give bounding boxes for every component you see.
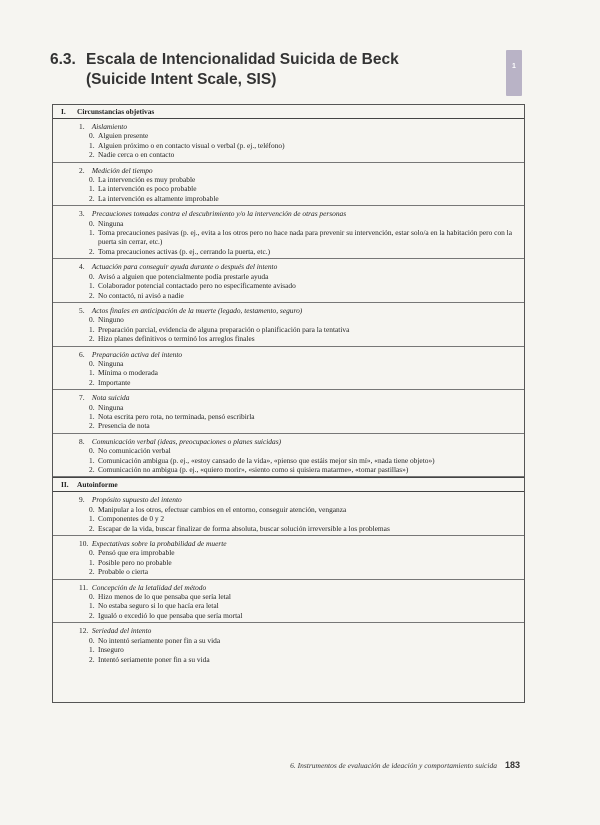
item-number: 10. <box>79 539 89 549</box>
option-score: 2. <box>89 246 95 256</box>
option-score: 1. <box>89 601 95 611</box>
page-number: 183 <box>504 760 520 770</box>
item-title-text: Actuación para conseguir ayuda durante o después del intento <box>91 262 278 272</box>
option-score: 0. <box>89 446 95 456</box>
option-text: Presencia de nota <box>98 421 150 431</box>
chapter-side-tab <box>506 50 522 96</box>
option-score: 0. <box>89 358 95 368</box>
section-items <box>53 492 524 666</box>
item-title <box>53 626 524 635</box>
section-title: Autoinforme <box>77 480 118 490</box>
title-line-1: Escala de Intencionalidad Suicida de Beck <box>86 51 399 68</box>
option-text: Alguien próximo o en contacto visual o verbal (p. ej., teléfono) <box>98 140 285 150</box>
item-option <box>53 368 524 377</box>
option-text: Hizo planes definitivos o terminó los arreglos finales <box>98 334 255 344</box>
scale-item <box>53 347 524 391</box>
option-score: 2. <box>89 421 95 431</box>
page-footer <box>290 760 520 770</box>
option-score: 0. <box>89 218 95 228</box>
option-score: 2. <box>89 150 95 160</box>
item-title-text: Medición del tiempo <box>91 165 153 175</box>
scale-item <box>53 390 524 434</box>
option-text: Ninguna <box>98 402 124 412</box>
section-heading <box>53 105 524 119</box>
scale-item <box>53 259 524 303</box>
option-text: La intervención es muy probable <box>98 175 196 185</box>
option-text: Pensó que era improbable <box>98 548 175 558</box>
item-option <box>53 456 524 465</box>
chapter-tab-label: 1 <box>512 63 516 70</box>
option-score: 0. <box>89 175 95 185</box>
item-title <box>53 393 524 402</box>
option-text: La intervención es altamente improbable <box>98 193 219 203</box>
footer-chapter-text: 6. Instrumentos de evaluación de ideación y comportamiento suicida <box>290 761 497 770</box>
scale-item <box>53 303 524 347</box>
option-text: La intervención es poco probable <box>98 184 197 194</box>
item-option <box>53 548 524 557</box>
option-score: 1. <box>89 281 95 291</box>
option-score: 1. <box>89 514 95 524</box>
item-number: 1. <box>79 122 85 131</box>
scale-item <box>53 119 524 163</box>
item-option <box>53 558 524 567</box>
option-score: 1. <box>89 645 95 655</box>
option-score: 2. <box>89 523 95 533</box>
section-roman: II. <box>61 480 69 490</box>
item-option <box>53 378 524 387</box>
option-score: 1. <box>89 368 95 378</box>
option-text: No intentó seriamente poner fin a su vida <box>98 635 221 645</box>
option-score: 0. <box>89 548 95 558</box>
option-text: Ninguna <box>98 218 124 228</box>
item-number: 6. <box>79 349 85 359</box>
option-text: Toma precauciones pasivas (p. ej., evita a los otros pero no hace nada para prevenir su intervención, estar solo/a en la habitación pero con la puerta sin cerrar, etc.) <box>98 228 513 247</box>
option-score: 0. <box>89 635 95 645</box>
item-title-text: Precauciones tomadas contra el descubrimiento y/o la intervención de otras personas <box>91 209 347 219</box>
option-text: Importante <box>98 377 131 387</box>
item-option <box>53 505 524 514</box>
option-text: Colaborador potencial contactado pero no específicamente avisado <box>98 281 296 291</box>
item-option <box>53 141 524 150</box>
option-score: 0. <box>89 131 95 141</box>
item-title <box>53 306 524 315</box>
item-option <box>53 315 524 324</box>
item-title <box>53 122 524 131</box>
option-score: 1. <box>89 140 95 150</box>
item-option <box>53 194 524 203</box>
item-option <box>53 421 524 430</box>
option-score: 1. <box>89 324 95 334</box>
item-title <box>53 539 524 548</box>
item-number: 9. <box>79 495 85 505</box>
item-title-text: Preparación activa del intento <box>91 349 183 359</box>
option-text: Intentó seriamente poner fin a su vida <box>98 654 210 664</box>
item-option <box>53 291 524 300</box>
item-title <box>53 437 524 446</box>
item-option <box>53 228 524 247</box>
item-option <box>53 325 524 334</box>
title-number: 6.3. <box>50 51 76 68</box>
section-items <box>53 119 524 477</box>
section-heading <box>53 477 524 492</box>
option-score: 2. <box>89 193 95 203</box>
option-score: 0. <box>89 402 95 412</box>
item-option <box>53 465 524 474</box>
option-score: 0. <box>89 271 95 281</box>
option-score: 2. <box>89 334 95 344</box>
item-option <box>53 334 524 343</box>
option-score: 0. <box>89 504 95 514</box>
scale-item <box>53 623 524 666</box>
option-text: Avisó a alguien que potencialmente podía prestarle ayuda <box>98 271 269 281</box>
title-line-2: (Suicide Intent Scale, SIS) <box>86 71 277 88</box>
option-text: Comunicación ambigua (p. ej., «estoy cansado de la vida», «pienso que estáis mejor sin mí», «nada tiene objeto») <box>98 455 435 465</box>
item-option <box>53 592 524 601</box>
option-score: 1. <box>89 184 95 194</box>
section-roman: I. <box>61 107 66 116</box>
item-title <box>53 495 524 504</box>
option-text: Posible pero no probable <box>98 557 172 567</box>
option-score: 1. <box>89 557 95 567</box>
item-option <box>53 359 524 368</box>
option-text: No estaba seguro si lo que hacía era letal <box>98 601 219 611</box>
item-option <box>53 446 524 455</box>
option-text: Nota escrita pero rota, no terminada, pensó escribirla <box>98 411 255 421</box>
scale-item <box>53 580 524 624</box>
option-text: Componentes de 0 y 2 <box>98 514 165 524</box>
option-text: Igualó o excedió lo que pensaba que sería mortal <box>98 610 243 620</box>
section-title: Circunstancias objetivas <box>77 107 155 116</box>
option-text: Alguien presente <box>98 131 149 141</box>
option-text: Hizo menos de lo que pensaba que sería letal <box>98 592 231 602</box>
item-option <box>53 655 524 664</box>
item-title <box>53 583 524 592</box>
option-text: Mínima o moderada <box>98 368 158 378</box>
item-number: 7. <box>79 393 85 403</box>
option-score: 1. <box>89 455 95 465</box>
option-score: 0. <box>89 315 95 325</box>
item-number: 3. <box>79 209 85 219</box>
option-score: 2. <box>89 377 95 387</box>
item-option <box>53 219 524 228</box>
option-text: Probable o cierta <box>98 567 149 577</box>
item-number: 11. <box>79 582 88 592</box>
scale-table <box>52 104 525 703</box>
scale-item <box>53 163 524 207</box>
item-option <box>53 403 524 412</box>
item-number: 8. <box>79 436 85 446</box>
option-score: 2. <box>89 567 95 577</box>
item-number: 5. <box>79 305 85 315</box>
item-title <box>53 166 524 175</box>
page-title <box>50 50 490 90</box>
option-score: 2. <box>89 290 95 300</box>
item-option <box>53 645 524 654</box>
option-text: No contactó, ni avisó a nadie <box>98 290 184 300</box>
item-option <box>53 636 524 645</box>
item-option <box>53 175 524 184</box>
item-option <box>53 567 524 576</box>
item-number: 12. <box>79 626 89 636</box>
item-title-text: Nota suicida <box>91 393 130 403</box>
item-option <box>53 281 524 290</box>
item-title <box>53 262 524 271</box>
option-text: Manipular a los otros, efectuar cambios en el entorno, conseguir atención, venganza <box>98 504 347 514</box>
item-option <box>53 611 524 620</box>
option-text: Nadie cerca o en contacto <box>98 150 175 160</box>
option-text: Inseguro <box>98 645 124 655</box>
option-text: Comunicación no ambigua (p. ej., «quiero morir», «siento como si quisiera matarme», «tomar pastillas») <box>98 465 409 474</box>
option-score: 2. <box>89 465 95 474</box>
option-text: No comunicación verbal <box>98 446 171 456</box>
scale-item <box>53 434 524 478</box>
option-score: 1. <box>89 411 95 421</box>
option-text: Preparación parcial, evidencia de alguna preparación o planificación para la tentativa <box>98 324 350 334</box>
item-title-text: Comunicación verbal (ideas, preocupaciones o planes suicidas) <box>91 436 282 446</box>
item-option <box>53 150 524 159</box>
item-option <box>53 412 524 421</box>
item-option <box>53 524 524 533</box>
item-title-text: Seriedad del intento <box>91 626 152 636</box>
item-number: 4. <box>79 262 85 272</box>
option-score: 0. <box>89 592 95 602</box>
item-option <box>53 601 524 610</box>
option-score: 2. <box>89 654 95 664</box>
item-title-text: Expectativas sobre la probabilidad de muerte <box>91 539 227 549</box>
scale-item <box>53 492 524 536</box>
item-title <box>53 209 524 218</box>
item-title-text: Propósito supuesto del intento <box>91 495 182 505</box>
item-number: 2. <box>79 165 85 175</box>
option-text: Escapar de la vida, buscar finalizar de forma absoluta, buscar solución irreversible a los problemas <box>98 523 390 533</box>
option-text: Ninguna <box>98 358 124 368</box>
item-title-text: Concepción de la letalidad del método <box>91 582 207 592</box>
scale-item <box>53 536 524 580</box>
option-score: 1. <box>89 228 95 238</box>
option-text: Ninguno <box>98 315 124 325</box>
option-text: Toma precauciones activas (p. ej., cerrando la puerta, etc.) <box>98 246 271 256</box>
item-option <box>53 514 524 523</box>
item-option <box>53 184 524 193</box>
scale-item <box>53 206 524 259</box>
option-score: 2. <box>89 610 95 620</box>
item-title-text: Aislamiento <box>91 122 128 131</box>
item-title-text: Actos finales en anticipación de la muerte (legado, testamento, seguro) <box>91 305 303 315</box>
item-option <box>53 272 524 281</box>
item-title <box>53 350 524 359</box>
item-option <box>53 247 524 256</box>
item-option <box>53 131 524 140</box>
